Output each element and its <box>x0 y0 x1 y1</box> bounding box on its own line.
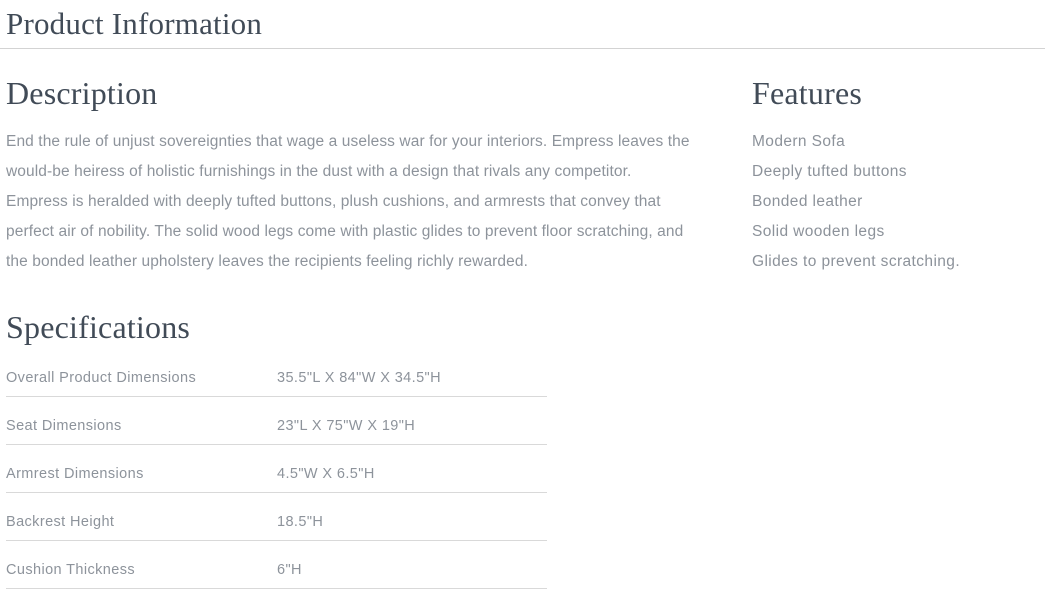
feature-item: Bonded leather <box>752 193 863 210</box>
spec-row <box>6 541 547 589</box>
specifications-heading: Specifications <box>6 309 191 345</box>
spec-row <box>6 397 547 445</box>
main-columns <box>0 49 1045 277</box>
spec-value: 35.5"L X 84"W X 34.5"H <box>277 370 441 386</box>
page-title: Product Information <box>6 6 263 41</box>
specifications-section <box>0 307 1045 589</box>
description-section <box>6 49 696 277</box>
features-heading: Features <box>752 75 863 111</box>
spec-row <box>6 349 547 397</box>
spec-value: 23"L X 75"W X 19"H <box>277 418 416 434</box>
spec-label: Cushion Thickness <box>6 562 136 578</box>
feature-item: Modern Sofa <box>752 133 846 150</box>
feature-item: Deeply tufted buttons <box>752 163 907 180</box>
spec-row <box>6 445 547 493</box>
spec-label: Backrest Height <box>6 514 115 530</box>
description-heading: Description <box>6 75 158 111</box>
specifications-table <box>6 349 547 589</box>
spec-value: 4.5"W X 6.5"H <box>277 466 375 482</box>
features-section <box>752 49 1042 277</box>
spec-label: Overall Product Dimensions <box>6 370 197 386</box>
spec-label: Armrest Dimensions <box>6 466 144 482</box>
feature-item: Solid wooden legs <box>752 223 885 240</box>
page-header <box>0 6 1045 49</box>
spec-value: 18.5"H <box>277 514 324 530</box>
spec-row <box>6 493 547 541</box>
features-list <box>752 127 1042 277</box>
description-body: End the rule of unjust sovereignties that wage a useless war for your interiors. Empress leaves the would-be heiress of holistic furnishings in the dust with a design that rivals any competitor. Empress is heralded with deeply tufted buttons, plush cushions, and armrests that convey that perfect air of nobility. The solid wood legs come with plastic glides to prevent floor scratching, and the bonded leather upholstery leaves the recipients feeling richly rewarded. <box>6 133 690 270</box>
spec-label: Seat Dimensions <box>6 418 122 434</box>
feature-item: Glides to prevent scratching. <box>752 253 961 270</box>
spec-value: 6"H <box>277 562 302 578</box>
